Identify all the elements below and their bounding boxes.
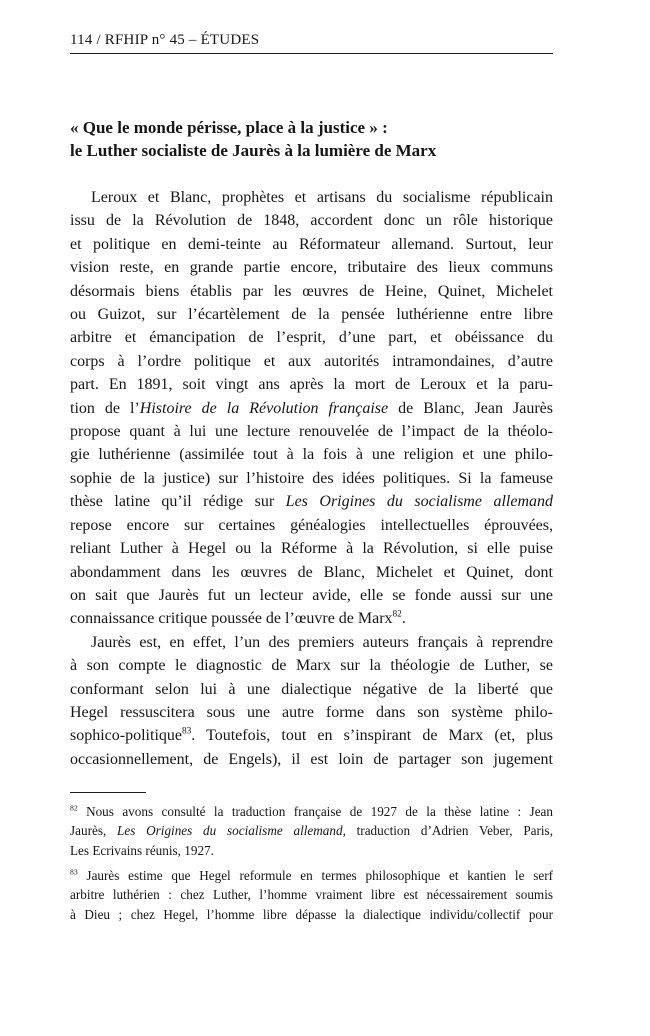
text-line (70, 467, 553, 490)
text-run: sophico-politique (70, 727, 182, 745)
text-line (70, 256, 553, 279)
text-run: arbitre et émancipation de l’esprit, d’une part, et obéissance du (70, 329, 553, 347)
text-run: ou Guizot, sur l’écartèlement de la pensée luthérienne entre libre (70, 306, 553, 324)
text-line (70, 905, 553, 924)
text-run: tion de l’ (70, 399, 140, 417)
text-line (70, 678, 553, 701)
italic-title-text: Les Origines du socialisme allemand (117, 823, 343, 839)
text-run: abondamment dans les œuvres de Blanc, Michelet et Quinet, dont (70, 563, 553, 581)
text-run: arbitre luthérien : chez Luther, l’homme vraiment libre est nécessairement soumis (70, 887, 553, 903)
paragraph (70, 631, 553, 771)
running-header-text: 114 / RFHIP n° 45 – ÉTUDES (70, 32, 260, 48)
text-run: repose encore sur certaines généalogies intellectuelles éprouvées, (70, 516, 553, 534)
footnote-reference: 82 (392, 609, 402, 620)
text-line (70, 233, 553, 256)
footnote-reference: 82 (70, 803, 78, 813)
text-line (70, 821, 553, 840)
text-line (70, 841, 553, 860)
text-line (70, 326, 553, 349)
text-run: Leroux et Blanc, prophètes et artisans du socialisme républicain (91, 189, 553, 206)
text-run: Nous avons consulté la traduction française de 1927 de la thèse latine : Jean (77, 804, 553, 820)
text-line (70, 373, 553, 396)
text-line (70, 748, 553, 771)
text-line (70, 724, 553, 747)
text-run: . Toutefois, tout en s’inspirant de Marx (et, plus (191, 727, 553, 745)
italic-title-text: Les Origines du socialisme allemand (285, 493, 553, 511)
text-run: corps à l’ordre politique et aux autorités intramondaines, d’autre (70, 352, 553, 370)
text-run: à Dieu ; chez Hegel, l’homme libre dépasse la dialectique individu/collectif pour (70, 906, 553, 922)
text-run: de Blanc, Jean Jaurès (388, 399, 553, 417)
text-line (70, 514, 553, 537)
text-line (70, 350, 553, 373)
text-run: occasionnellement, de Engels), il est loin de partager son jugement (70, 750, 553, 768)
running-header (70, 0, 553, 54)
text-line (70, 654, 553, 677)
text-run: reliant Luther à Hegel ou la Réforme à la Révolution, si elle puise (70, 540, 553, 558)
text-run: Jaurès est, en effet, l’un des premiers auteurs français à reprendre (91, 633, 553, 651)
footnote (70, 866, 553, 924)
text-run: Jaurès estime que Hegel reformule en termes philosophique et kantien le serf (77, 868, 553, 884)
text-run: conformant selon lui à une dialectique négative de la liberté que (70, 680, 553, 698)
text-line (70, 420, 553, 443)
article-title-line2: le Luther socialiste de Jaurès à la lumière de Marx (70, 141, 437, 160)
text-run: Jaurès, (70, 823, 118, 839)
text-line (70, 537, 553, 560)
text-line (70, 607, 553, 630)
text-line (70, 397, 553, 420)
text-run: , traduction d’Adrien Veber, Paris, (342, 823, 553, 839)
text-run: thèse latine qu’il rédige sur (70, 493, 286, 511)
italic-title-text: Histoire de la Révolution française (139, 399, 389, 417)
text-line (70, 631, 553, 654)
text-run: on sait que Jaurès fut un lecteur avide, elle se fonde aussi sur une (70, 586, 553, 604)
text-line (70, 561, 553, 584)
text-run: sophie de la justice) sur l’histoire des idées politiques. Si la fameuse (70, 469, 553, 487)
text-run: Les Ecrivains réunis, 1927. (70, 842, 214, 858)
text-run: issu de la Révolution de 1848, accordent donc un rôle historique (70, 212, 553, 230)
text-line (70, 443, 553, 466)
text-line (70, 802, 553, 821)
text-column (70, 0, 553, 930)
text-line (70, 584, 553, 607)
text-line (70, 885, 553, 904)
text-run: à son compte le diagnostic de Marx sur la théologie de Luther, se (70, 657, 553, 675)
text-line (70, 490, 553, 513)
text-line (70, 186, 553, 209)
text-run: vision reste, en grande partie encore, tributaire des lieux communs (70, 259, 553, 277)
footnote (70, 802, 553, 860)
article-title (70, 116, 553, 162)
footnote-reference: 83 (70, 867, 78, 877)
text-line (70, 866, 553, 885)
text-line (70, 701, 553, 724)
body-text (70, 186, 553, 771)
text-run: et politique en demi-teinte au Réformateur allemand. Surtout, leur (70, 235, 553, 253)
text-run: Hegel ressuscitera sous une autre forme dans son système philo- (70, 703, 553, 721)
text-line (70, 209, 553, 232)
footnote-separator (70, 792, 146, 793)
text-run: gie luthérienne (assimilée tout à la fois à une religion et une philo- (70, 446, 553, 464)
text-run: part. En 1891, soit vingt ans après la mort de Leroux et la paru- (70, 376, 553, 394)
footnote-reference: 83 (181, 727, 192, 738)
text-run: désormais biens établis par les œuvres de Heine, Quinet, Michelet (70, 282, 553, 300)
article-title-line1: « Que le monde périsse, place à la justice » : (70, 118, 388, 137)
paragraph (70, 186, 553, 631)
text-line (70, 280, 553, 303)
text-run: connaissance critique poussée de l’œuvre de Marx (70, 610, 393, 628)
footnotes (70, 802, 553, 924)
text-run: propose quant à lui une lecture renouvelée de l’impact de la théolo- (70, 423, 553, 441)
text-run: . (401, 610, 406, 628)
text-line (70, 303, 553, 326)
